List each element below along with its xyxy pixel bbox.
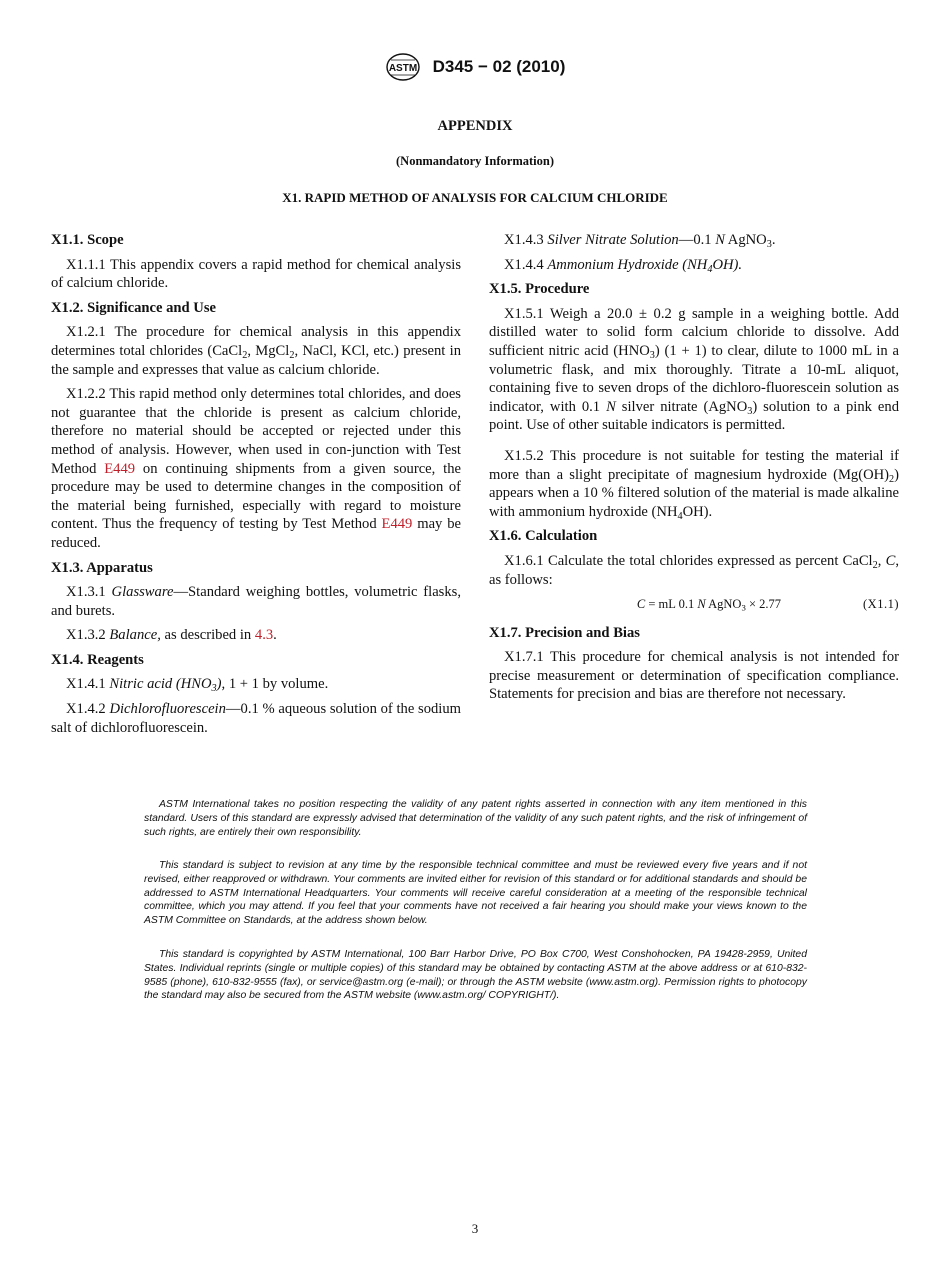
right-column (489, 231, 899, 710)
patent-notice: ASTM International takes no position respecting the validity of any patent rights asserted in connection with any item mentioned in this standard. Users of this standard are expressly advised that determination of the validity of any such patent rights, and the risk of infringement of such rights, are entirely their own responsibility. (144, 799, 807, 838)
equation-x1-1 (489, 595, 899, 614)
reagent-silver-nitrate: X1.4.3 Silver Nitrate Solution—0.1 N AgNO$_3$. (504, 232, 776, 251)
left-column (51, 231, 461, 743)
astm-logo (385, 52, 421, 82)
calculation-paragraph: X1.6.1 Calculate the total chlorides expressed as percent CaCl$_2$, C, as follows: (489, 552, 900, 588)
calculation-heading: X1.6. Calculation (489, 528, 598, 545)
page-header (0, 52, 950, 82)
reagent-nitric-acid: X1.4.1 Nitric acid $(HNO_3)$, 1 + 1 by volume. (66, 676, 329, 695)
procedure-paragraph-1: X1.5.1 Weigh a 20.0 ± 0.2 g sample in a weighing bottle. Add distilled water to solid form calcium chloride to dissolve. Add sufficient nitric acid $(HNO_3) (1 + 1)$ to clear, dilute to 1000 mL in a volumetric flask, and mix thoroughly. Titrate a 10-mL aliquot, containing five to seven drops of the dichloro-fluorescein solution as indicator, with 0.1 N silver nitrate (AgNO$_3$) solution to a pink end point. Use of other suitable indicators is permitted. (489, 305, 899, 434)
section-title: X1. RAPID METHOD OF ANALYSIS FOR CALCIUM CHLORIDE (282, 190, 668, 205)
apparatus-balance: X1.3.2 Balance, as described in 4.3. (66, 627, 277, 644)
equation-number: (X1.1) (863, 597, 899, 612)
section-precision (489, 624, 899, 704)
section-apparatus (51, 559, 461, 645)
svg-text:ASTM: ASTM (388, 63, 417, 74)
scope-paragraph: X1.1.1 This appendix covers a rapid method for chemical analysis of calcium chloride. (51, 256, 461, 292)
appendix-title: APPENDIX (437, 118, 513, 134)
significance-heading: X1.2. Significance and Use (51, 299, 216, 316)
scope-heading: X1.1. Scope (51, 232, 124, 248)
section-significance (51, 299, 461, 553)
reagents-heading: X1.4. Reagents (51, 651, 144, 668)
reagent-ammonium-hydroxide: X1.4.4 Ammonium Hydroxide $(NH_4OH)$. (504, 256, 743, 275)
section-reagents-cont (489, 231, 899, 274)
e449-link-1[interactable]: E449 (104, 460, 136, 477)
equation-text: C = mL 0.1 N AgNO$_3$ × 2.77 (636, 597, 782, 613)
precision-paragraph: X1.7.1 This procedure for chemical analysis is not intended for precise measurement or determination of specification compliance. Statements for precision and bias are therefore not necessary. (489, 649, 899, 703)
section-calculation (489, 527, 899, 613)
procedure-paragraph-2: X1.5.2 This procedure is not suitable for testing the material if more than a slight precipitate of magnesium hydroxide $(Mg(OH)_2)$ appears when a 10 % filtered solution of the material is made alkaline with ammonium hydroxide $(NH_4OH)$. (489, 447, 899, 522)
apparatus-heading: X1.3. Apparatus (51, 559, 153, 576)
section-reagents (51, 651, 461, 737)
precision-heading: X1.7. Precision and Bias (489, 624, 640, 641)
procedure-heading: X1.5. Procedure (489, 281, 590, 298)
page-number: 3 (471, 1221, 479, 1236)
section-scope (51, 231, 461, 293)
section-procedure (489, 280, 899, 521)
revision-notice: This standard is subject to revision at any time by the responsible technical committee and must be reviewed every five years and if not revised, either reapproved or withdrawn. Your comments are invited either for revision of this standard or for additional standards and should be addressed to ASTM International Headquarters. Your comments will receive careful consideration at a meeting of the responsible technical committee, which you may attend. If you feel that your comments have not received a fair hearing you should make your views known to the ASTM Committee on Standards, at the address shown below. (144, 860, 807, 927)
copyright-notice: This standard is copyrighted by ASTM International, 100 Barr Harbor Drive, PO Box C700, West Conshohocken, PA 19428-2959, United States. Individual reprints (single or multiple copies) of this standard may be obtained by contacting ASTM at the above address or at 610-832-9585 (phone), 610-832-9555 (fax), or service@astm.org (e-mail); or through the ASTM website (www.astm.org). Permission rights to photocopy the standard may also be secured from the ASTM website (www.astm.org/ COPYRIGHT/). (144, 949, 807, 1002)
nonmandatory-label: (Nonmandatory Information) (396, 154, 554, 168)
standard-designation: D345 − 02 (2010) (432, 57, 566, 76)
section-4-3-link[interactable]: 4.3 (254, 627, 274, 644)
e449-link-2[interactable]: E449 (381, 516, 413, 533)
significance-paragraph-2: X1.2.2 This rapid method only determines total chlorides, and does not guarantee that the chloride is present as calcium chloride, therefore no material should be accepted or rejected under this method of analysis. However, when used in con-junction with Test Method E449 on continuing shipments from a given source, the procedure may be used to determine changes in the composition of the material being furnished, especially with regard to moisture content. Thus the frequency of testing by Test Method E449 may be reduced. (51, 386, 462, 551)
reagent-dichlorofluorescein: X1.4.2 Dichlorofluorescein—0.1 % aqueous solution of the sodium salt of dichlorofluorescein. (51, 701, 461, 736)
significance-paragraph-1: X1.2.1 The procedure for chemical analysis in this appendix determines total chlorides (CaCl$_2$, MgCl$_2$, NaCl, KCl, etc.) present in the sample and expresses that value as calcium chloride. (51, 324, 461, 378)
apparatus-glassware: X1.3.1 Glassware—Standard weighing bottles, volumetric flasks, and burets. (51, 584, 461, 619)
